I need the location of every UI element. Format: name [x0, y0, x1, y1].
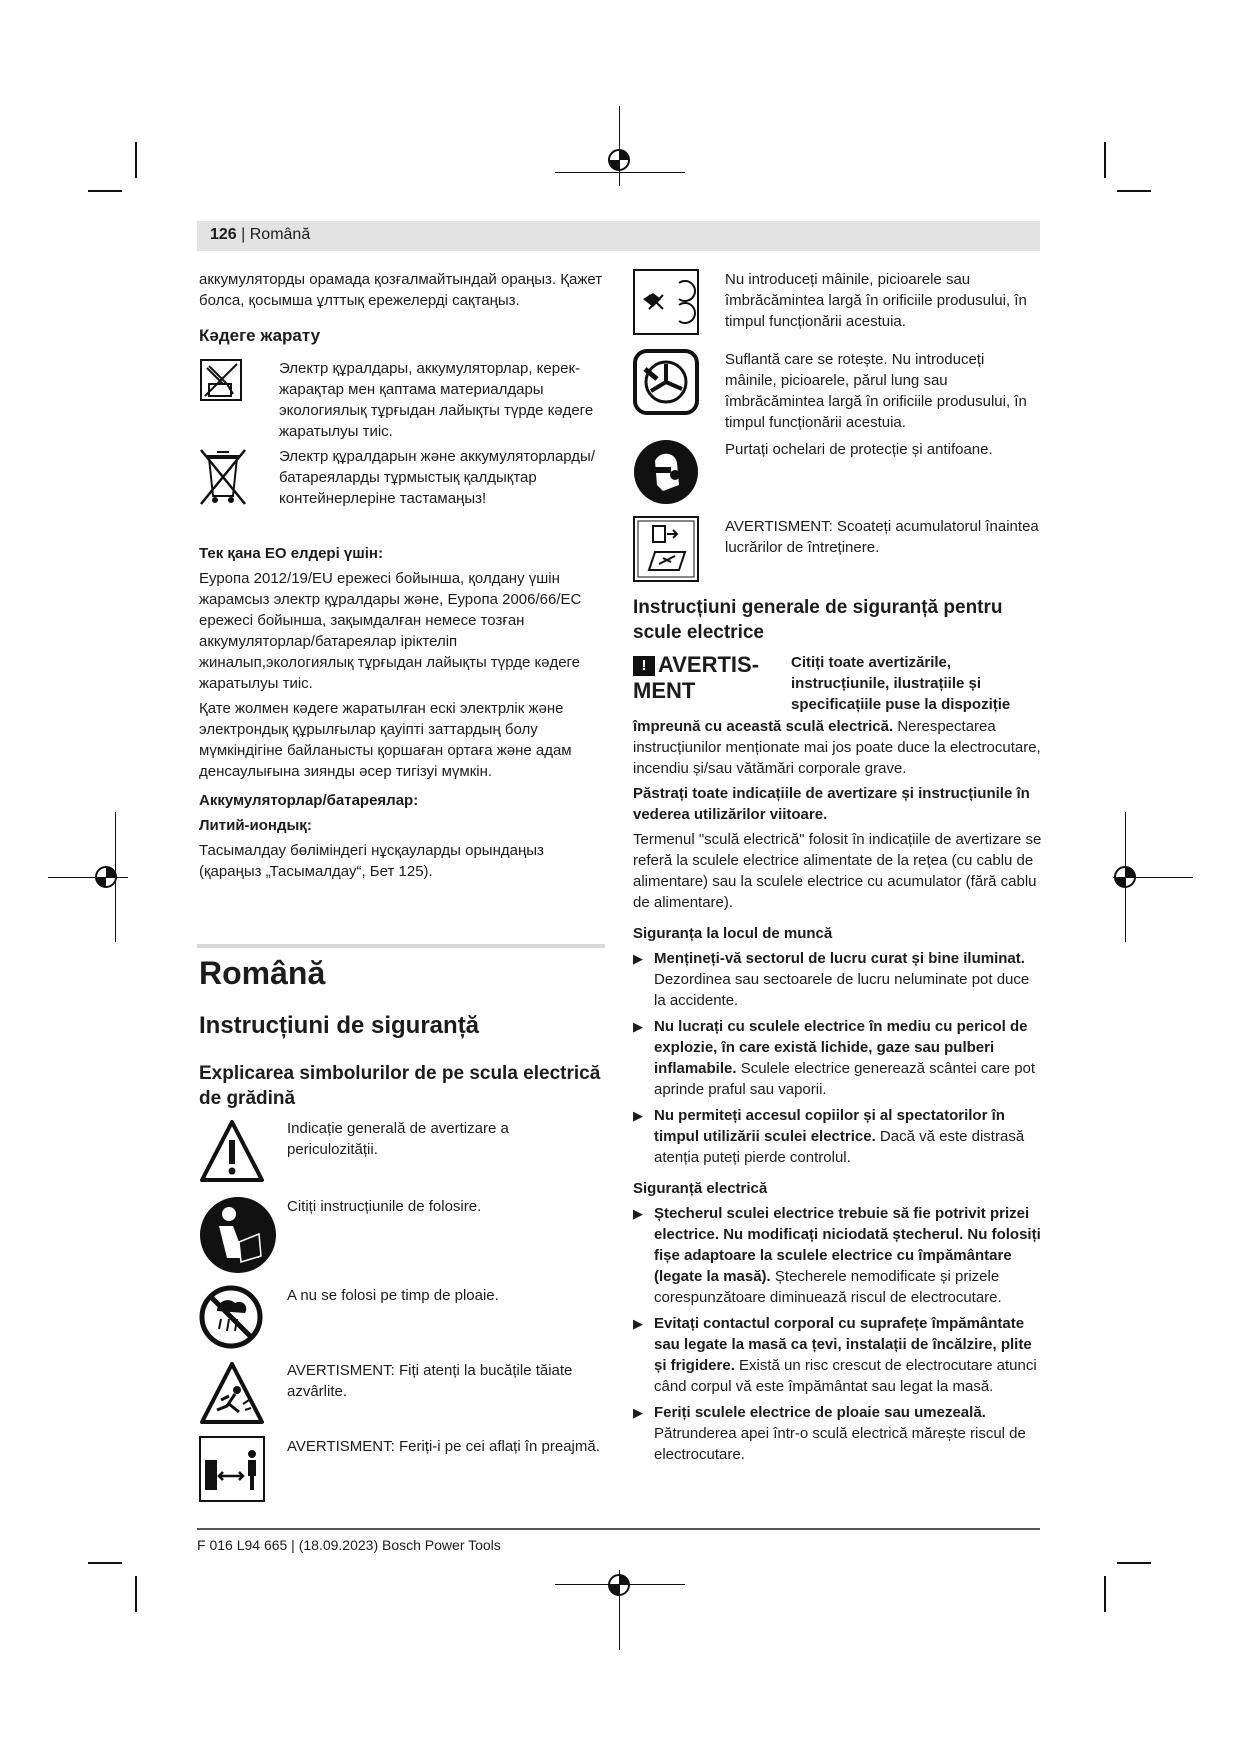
list-item-bold: Evitați contactul corporal cu suprafețe împământate sau legate la masă ca țevi, instalații de încălzire, plite și frigidere.	[654, 1315, 1032, 1374]
disposal-item	[199, 446, 609, 536]
symbol-row	[199, 1118, 609, 1188]
crop-mark	[1117, 190, 1151, 192]
read-manual-icon	[199, 1196, 277, 1274]
page-number: 126	[210, 226, 237, 243]
list-item-bold: Mențineți-vă sectorul de lucru curat și bine iluminat.	[654, 950, 1025, 967]
disposal-heading: Кәдеге жарату	[199, 326, 321, 345]
disposal-item-text: Электр құралдарын және аккумуляторларды/батареяларды тұрмыстық қалдықтар контейнерлеріне тастамаңыз!	[279, 448, 595, 507]
crop-mark	[1104, 142, 1106, 178]
list-item	[633, 1016, 1043, 1100]
symbol-text: Nu introduceți mâinile, picioarele sau îmbrăcămintea largă în orificiile produsului, în timpul funcționării acestuia.	[725, 271, 1027, 330]
list-item-bold: Nu permiteți accesul copiilor și al spectatorilor în timpul utilizării sculei electrice.	[654, 1107, 1005, 1145]
general-safety-body	[633, 716, 1043, 1470]
warning-label-text: AVERTIS-MENT	[633, 652, 760, 703]
symbol-row	[199, 1285, 609, 1355]
term-definition: Termenul "sculă electrică" folosit în indicațiile de avertizare se referă la sculele electrice alimentate de la rețea (cu cablu de alimentare) sau la sculele electrice cu acumulator (fără cablu de alimentare).	[633, 831, 1042, 911]
list-item-text: Dezordinea sau sectoarele de lucru neluminate pot duce la accidente.	[654, 971, 1030, 1009]
rotating-fan-icon	[633, 349, 699, 415]
symbol-text: AVERTISMENT: Fiți atenți la bucățile tăiate azvârlite.	[287, 1362, 573, 1400]
left-intro	[199, 269, 609, 315]
warning-bold-text: Citiți toate avertizările, instrucțiunile, ilustrațiile și specificațiile puse la dispoziție	[791, 654, 1011, 713]
remove-battery-icon	[633, 516, 699, 582]
crop-mark	[1104, 1576, 1106, 1612]
disposal-item	[199, 358, 609, 438]
symbol-row	[199, 1436, 609, 1506]
symbol-text: Indicație generală de avertizare a periculozității.	[287, 1120, 509, 1158]
crop-mark	[88, 1562, 122, 1564]
footer-rule	[197, 1528, 1040, 1530]
list-item	[633, 1313, 1043, 1397]
symbol-text: Purtați ochelari de protecție și antifoane.	[725, 441, 993, 458]
list-item-bold: Nu lucrați cu sculele electrice în mediu cu pericol de explozie, în care există lichide, gaze sau pulberi inflamabile.	[654, 1018, 1028, 1077]
electrical-list	[633, 1203, 1043, 1465]
page-header-bar	[197, 221, 1040, 251]
list-item-bold: Ștecherul sculei electrice trebuie să fie potrivit prizei electrice. Nu modificați niciodată ștecherul. Nu folosiți fișe adaptoare la sculele electrice cu împământare (legate la masă).	[654, 1205, 1041, 1285]
bullet-arrow-icon: ▶	[633, 1405, 643, 1420]
bullet-arrow-icon: ▶	[633, 1108, 643, 1123]
symbol-text: A nu se folosi pe timp de ploaie.	[287, 1287, 499, 1304]
list-item-text: Există un risc crescut de electrocutare atunci când corpul vă este împământat sau legat la masă.	[654, 1357, 1037, 1395]
section-divider	[197, 944, 605, 948]
list-item-bold: Feriți sculele electrice de ploaie sau umezeală.	[654, 1404, 986, 1421]
page-header: 126 | Română	[210, 226, 311, 243]
bullet-arrow-icon: ▶	[633, 1019, 643, 1034]
no-hands-in-openings-icon	[633, 269, 699, 335]
crop-mark	[1117, 1562, 1151, 1564]
recycle-icon	[199, 358, 243, 402]
general-safety-title: Instrucțiuni generale de siguranță pentru scule electrice	[633, 597, 1003, 643]
flying-debris-icon	[199, 1360, 265, 1426]
symbol-row	[199, 1360, 609, 1430]
no-rain-icon	[199, 1285, 263, 1349]
keep-distance-icon	[199, 1436, 265, 1502]
eu-paragraph: Еуропа 2012/19/EU ережесі бойынша, қолдану үшін жарамсыз электр құралдары және, Еуропа 2006/66/EC ережесі бойынша, зақымдалған немесе тозған аккумуляторлар/батареялар іріктеліп жиналып,экологиялық тұрғыдан лайықты түрде кәдеге жаратылуы тиіс.	[199, 570, 582, 692]
registration-mark-icon	[605, 1571, 633, 1599]
section-name: Română	[249, 226, 311, 243]
list-item-text: Pătrunderea apei într-o sculă electrică mărește riscul de electrocutare.	[654, 1425, 1026, 1463]
eye-ear-protection-icon	[633, 439, 699, 505]
footer-text: F 016 L94 665 | (18.09.2023) Bosch Power Tools	[197, 1537, 501, 1553]
lithium-heading: Литий-иондық:	[199, 817, 312, 834]
crop-mark	[135, 142, 137, 178]
warning-label	[633, 652, 783, 704]
list-item-text: Dacă vă este distrasă atenția puteți pierde controlul.	[654, 1128, 1025, 1166]
registration-mark-icon	[1111, 863, 1139, 891]
symbol-row	[199, 1196, 609, 1276]
warning-triangle-icon	[199, 1118, 265, 1184]
battery-heading: Аккумуляторлар/батареялар:	[199, 792, 419, 809]
crossed-bin-icon	[199, 446, 247, 512]
lithium-text: Тасымалдау бөліміндегі нұсқауларды орындаңыз (қараңыз „Тасымалдау“, Бет 125).	[199, 842, 544, 880]
warning-rest-text: Nerespectarea instrucțiunilor menționate mai jos poate duce la electrocutare, incendiu și/sau vătămări corporale grave.	[633, 718, 1041, 777]
list-item	[633, 948, 1043, 1011]
safety-title: Instrucțiuni de siguranță	[199, 1012, 480, 1039]
workplace-list	[633, 948, 1043, 1168]
symbol-text: Citiți instrucțiunile de folosire.	[287, 1198, 482, 1215]
disposal-item-text: Электр құралдары, аккумуляторлар, керек-жарақтар мен қаптама материалдары экологиялық тұрғыдан лайықты түрде кәдеге жаратылуы тиіс.	[279, 360, 594, 440]
symbols-title: Explicarea simbolurilor de pe scula electrică de grădină	[199, 1063, 601, 1109]
workplace-heading: Siguranța la locul de muncă	[633, 925, 833, 942]
keep-instructions: Păstrați toate indicațiile de avertizare și instrucțiunile în vederea utilizărilor viitoare.	[633, 785, 1030, 823]
bullet-arrow-icon: ▶	[633, 951, 643, 966]
list-item	[633, 1402, 1043, 1465]
list-item-text: Ștecherele nemodificate și prizele corespunzătoare diminuează riscul de electrocutare.	[654, 1268, 1002, 1306]
crop-mark	[88, 190, 122, 192]
list-item	[633, 1203, 1043, 1308]
electrical-heading: Siguranță electrică	[633, 1180, 768, 1197]
symbol-row	[633, 269, 1043, 341]
symbol-text: Suflantă care se rotește. Nu introduceți mâinile, picioarele, părul lung sau îmbrăcămintea largă în orificiile produsului, în timpul funcționării acestuia.	[725, 351, 1027, 431]
symbol-row	[633, 349, 1043, 441]
symbol-row	[633, 516, 1043, 588]
warning-icon: !	[633, 656, 655, 676]
bullet-arrow-icon: ▶	[633, 1316, 643, 1331]
bullet-arrow-icon: ▶	[633, 1206, 643, 1221]
eu-paragraph: Қате жолмен кәдеге жаратылған ескі электрлік және электрондық құрылғылар қауіпті заттардың болу мүмкіндігіне байланысты қоршаған ортаға және адам денсаулығына зиянды әсер тигізуі мүмкін.	[199, 700, 572, 780]
symbol-text: AVERTISMENT: Feriți-i pe cei aflați în preajmă.	[287, 1438, 600, 1455]
warning-bold-continued: împreună cu această sculă electrică.	[633, 718, 894, 735]
eu-heading: Тек қана ЕО елдері үшін:	[199, 545, 383, 562]
list-item	[633, 1105, 1043, 1168]
crop-mark	[135, 1576, 137, 1612]
language-title: Română	[199, 955, 326, 991]
intro-text: аккумуляторды орамада қозғалмайтындай ораңыз. Қажет болса, қосымша ұлттық ережелерді сақтаңыз.	[199, 271, 603, 309]
symbol-row	[633, 439, 1043, 511]
registration-mark-icon	[92, 863, 120, 891]
symbol-text: AVERTISMENT: Scoateți acumulatorul înaintea lucrărilor de întreținere.	[725, 518, 1039, 556]
registration-mark-icon	[605, 146, 633, 174]
eu-section	[199, 543, 609, 886]
list-item-text: Sculele electrice generează scântei care pot aprinde praful sau vaporii.	[654, 1060, 1036, 1098]
